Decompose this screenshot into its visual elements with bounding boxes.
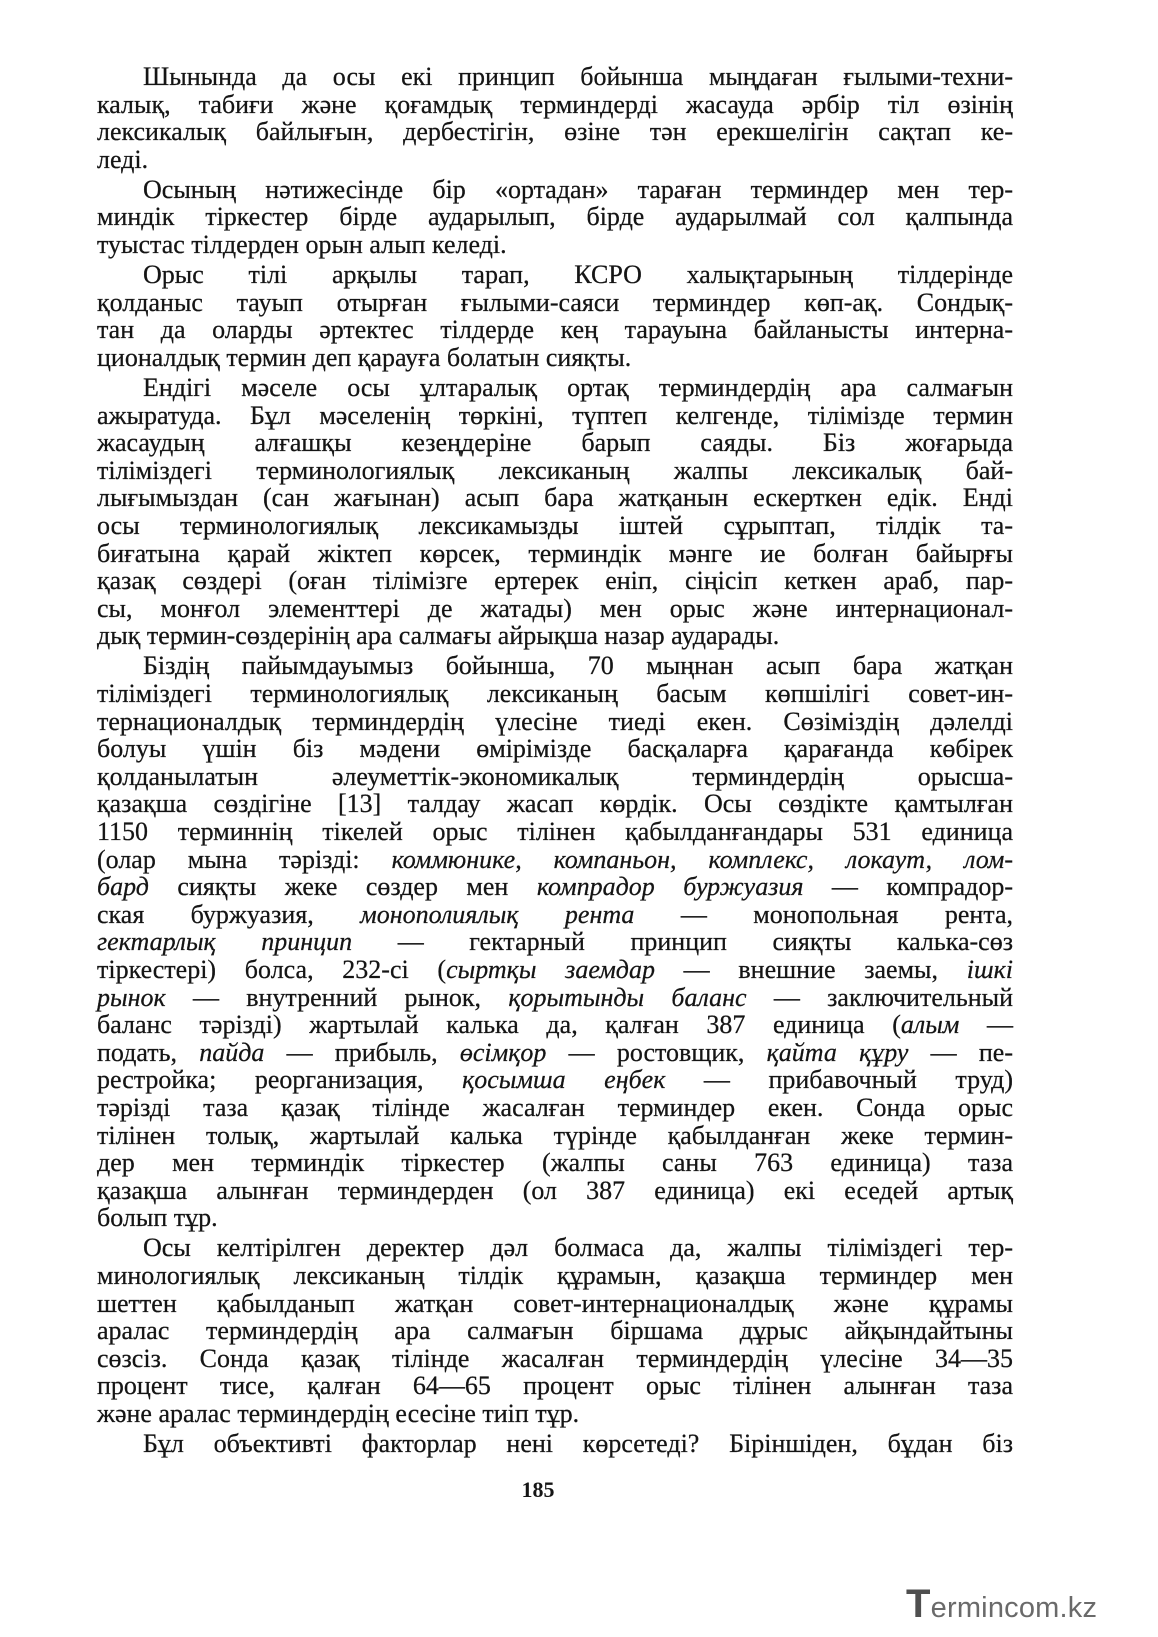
text-line xyxy=(97,928,1013,956)
text-line xyxy=(97,1039,1013,1067)
paragraph xyxy=(97,261,1013,371)
text-span: — прибыль, xyxy=(264,1037,460,1067)
italic-term: бард xyxy=(97,872,149,902)
italic-term: рынок xyxy=(97,982,166,1012)
text-span: — ростовщик, xyxy=(546,1037,767,1067)
text-span: (олар мына тәрізді: xyxy=(97,844,392,874)
text-line: Орыс тілі арқылы тарап, КСРО халықтарының тілдерінде xyxy=(143,260,1013,290)
paragraph xyxy=(97,1430,1013,1458)
italic-term: монополиялық рента xyxy=(360,899,635,929)
paragraph xyxy=(97,1234,1013,1427)
text-line xyxy=(97,846,1013,874)
text-line: шеттен қабылданып жатқан совет-интернационалдық және құрамы xyxy=(97,1288,1013,1318)
text-line: болып тұр. xyxy=(97,1203,218,1233)
text-line xyxy=(97,873,1013,901)
text-span: ская буржуазия, xyxy=(97,899,361,929)
text-line: Ендігі мәселе осы ұлтаралық ортақ терминдердің ара салмағын xyxy=(143,373,1013,403)
text-line: аралас терминдердің ара салмағын біршама дұрыс айқындайтыны xyxy=(97,1316,1013,1346)
text-line: туыстас тілдерден орын алып келеді. xyxy=(97,230,507,260)
text-span: подать, xyxy=(97,1037,200,1067)
italic-term: алым xyxy=(900,1010,960,1040)
text-line: тіліміздегі терминологиялық лексиканың басым көпшілігі совет-ин- xyxy=(97,679,1013,709)
text-line: леді. xyxy=(97,144,149,174)
text-span: — заключительный xyxy=(746,982,1014,1012)
text-span: — внешние заемы, xyxy=(654,955,967,984)
text-span: — монопольная рента, xyxy=(634,899,1013,929)
text-span: баланс тәрізді) жартылай калька да, қалған 387 единица ( xyxy=(97,1010,901,1040)
italic-term: қорытынды баланс xyxy=(508,982,747,1012)
text-line xyxy=(97,1011,1013,1039)
text-line xyxy=(97,1066,1013,1094)
text-line: қазақша алынған терминдерден (ол 387 единица) екі еседей артық xyxy=(97,1175,1013,1205)
paragraph xyxy=(97,374,1013,650)
paragraph xyxy=(97,652,1013,1231)
italic-term: өсімқор xyxy=(459,1037,547,1067)
text-line: тан да оларды әртектес тілдерде кең тарауына байланысты интерна- xyxy=(97,315,1013,345)
text-line: калық, табиғи және қоғамдық терминдерді жасауда әрбір тіл өзінің xyxy=(97,89,1013,119)
text-line: 1150 терминнің тікелей орыс тілінен қабылданғандары 531 единица xyxy=(97,817,1013,847)
text-line xyxy=(97,901,1013,929)
text-line: Шынында да осы екі принцип бойынша мыңдаған ғылыми-техни- xyxy=(143,62,1013,91)
text-line xyxy=(97,984,1013,1012)
text-line: миндік тіркестер бірде аударылып, бірде аударылмай сол қалпында xyxy=(97,202,1013,232)
text-line: дер мен терминдік тіркестер (жалпы саны 763 единица) таза xyxy=(97,1148,1013,1178)
text-line: процент тисе, қалған 64—65 процент орыс тілінен алынған таза xyxy=(97,1371,1013,1401)
text-span: — прибавочный труд) xyxy=(665,1065,1014,1095)
italic-term: сыртқы заемдар xyxy=(446,955,655,984)
text-line: қазақша сөздігіне [13] талдау жасап көрдік. Осы сөздікте қамтылған xyxy=(97,789,1013,819)
text-line: осы терминологиялық лексикамызды іштей сұрыптап, тілдік та- xyxy=(97,511,1013,540)
text-line: Біздің пайымдауымыз бойынша, 70 мыңнан асып бара жатқан xyxy=(143,651,1013,681)
text-line: жасаудың алғашқы кезеңдеріне барып саяды. Біз жоғарыда xyxy=(97,428,1013,458)
italic-term: қосымша еңбек xyxy=(462,1065,666,1095)
italic-term: гектарлық принцип xyxy=(97,927,353,957)
paragraph xyxy=(97,63,1013,173)
text-line: тернационалдық терминдердің үлесіне тиеді екен. Сөзіміздің дәлелді xyxy=(97,706,1013,736)
text-line: тіліміздегі терминологиялық лексиканың жалпы лексикалық бай- xyxy=(97,455,1013,485)
text-line: қолданылатын әлеуметтік-экономикалық терминдердің орысша- xyxy=(97,761,1013,791)
text-line: Бұл объективті факторлар нені көрсетеді? Біріншіден, бұдан біз xyxy=(143,1429,1013,1459)
text-span: — xyxy=(959,1010,1014,1040)
text-line: ционалдық термин деп қарауға болатын сияқты. xyxy=(97,342,632,372)
text-line: қазақ сөздері (оған тілімізге ертерек еніп, сіңісіп кеткен араб, пар- xyxy=(97,566,1013,596)
text-span: — гектарный принцип сияқты калька-сөз xyxy=(352,927,1013,957)
italic-term: компрадор буржуазия xyxy=(536,872,804,902)
text-line: минологиялық лексиканың тілдік құрамын, қазақша терминдер мен xyxy=(97,1261,1013,1291)
page-number: 185 xyxy=(521,1477,555,1502)
text-line: сы, монғол элементтері де жатады) мен орыс және интернационал- xyxy=(97,593,1013,623)
italic-term: пайда xyxy=(199,1037,265,1067)
body-text xyxy=(97,63,1013,1458)
text-line: болуы үшін біз мәдени өмірімізде басқаларға қарағанда көбірек xyxy=(97,734,1013,764)
text-line: сөзсіз. Сонда қазақ тілінде жасалған терминдердің үлесіне 34—35 xyxy=(97,1343,1013,1373)
text-span: рестройка; реорганизация, xyxy=(97,1065,463,1095)
text-span: — компрадор- xyxy=(803,872,1013,902)
text-line: ажыратуда. Бұл мәселенің төркіні, түптеп келгенде, тілімізде термин xyxy=(97,400,1013,430)
text-line: лығымыздан (сан жағынан) асып бара жатқанын ескерткен едік. Енді xyxy=(97,483,1013,513)
text-span: тіркестері) болса, 232-сі ( xyxy=(97,955,447,984)
watermark-logo: Termincom.kz xyxy=(906,1582,1098,1626)
italic-term: ішкі xyxy=(966,955,1013,984)
text-line: дық термин-сөздерінің ара салмағы айрықша назар аударады. xyxy=(97,621,780,651)
text-span: — внутренний рынок, xyxy=(165,982,509,1012)
italic-term: коммюнике, компаньон, комплекс, локаут, лом- xyxy=(391,844,1013,874)
text-line: Осының нәтижесінде бір «ортадан» тараған терминдер мен тер- xyxy=(143,174,1013,204)
text-line: тілінен толық, жартылай калька түрінде қабылданған жеке термин- xyxy=(97,1120,1013,1150)
paragraph xyxy=(97,176,1013,259)
italic-term: қайта құру xyxy=(766,1037,909,1067)
text-line: және аралас терминдердің есесіне тиіп тұр. xyxy=(97,1399,580,1428)
text-span: — пе- xyxy=(908,1037,1013,1067)
text-line xyxy=(97,956,1013,984)
text-line: тәрізді таза қазақ тілінде жасалған терминдер екен. Сонда орыс xyxy=(97,1092,1013,1122)
text-line: қолданыс тауып отырған ғылыми-саяси терминдер көп-ақ. Сондық- xyxy=(97,287,1013,317)
text-line: биғатына қарай жіктеп көрсек, терминдік мәнге ие болған байырғы xyxy=(97,538,1013,568)
text-line: лексикалық байлығын, дербестігін, өзіне тән ерекшелігін сақтап ке- xyxy=(97,117,1013,147)
text-line: Осы келтірілген деректер дәл болмаса да, жалпы тіліміздегі тер- xyxy=(143,1233,1013,1263)
text-span: сияқты жеке сөздер мен xyxy=(148,872,537,902)
